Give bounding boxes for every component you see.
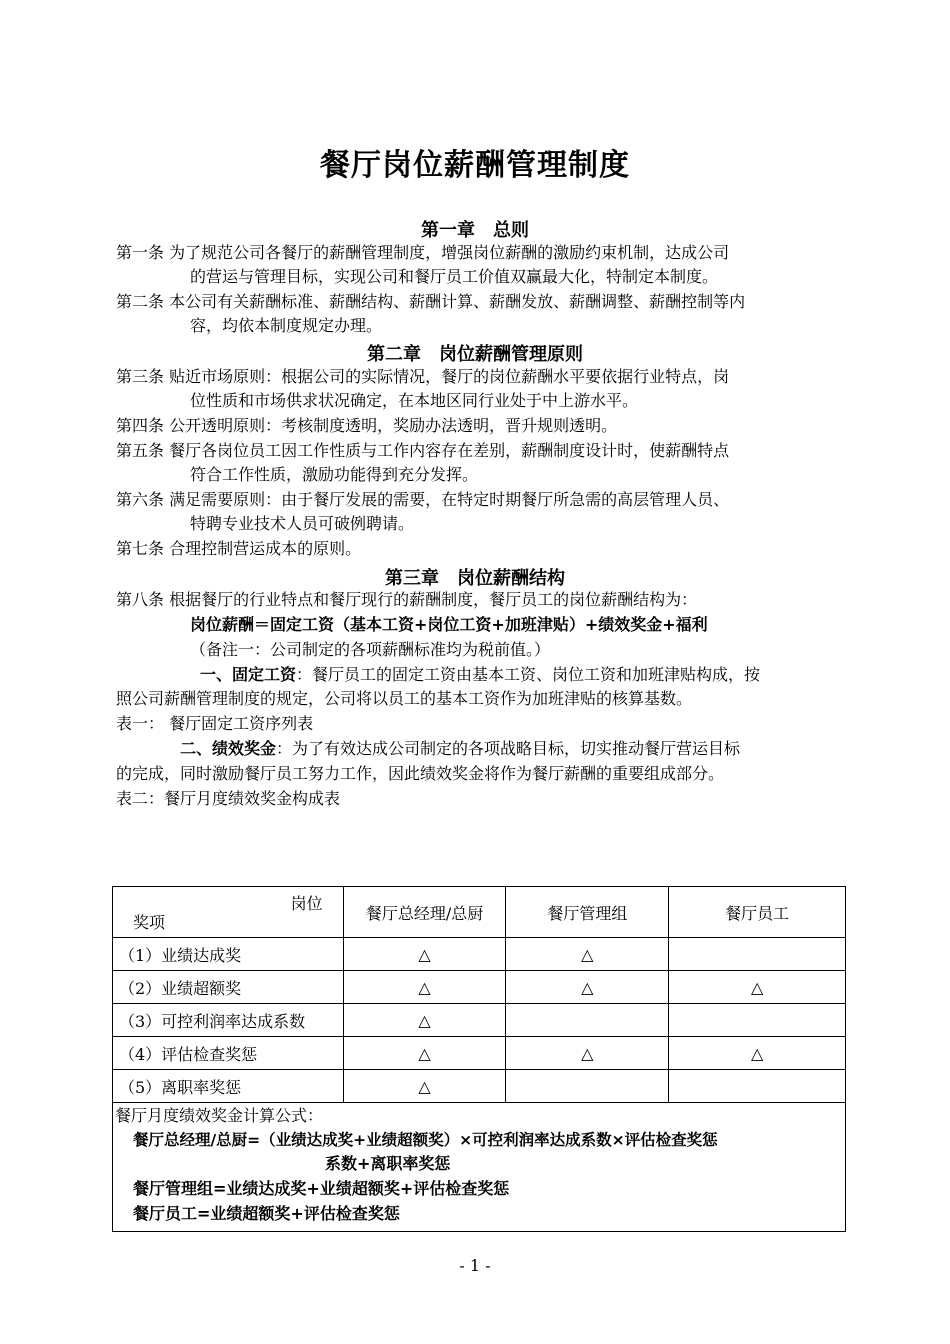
table-row — [113, 1004, 846, 1037]
article-5-line-1: 第五条 餐厅各岗位员工因工作性质与工作内容存在差别，薪酬制度设计时，使薪酬特点 — [116, 441, 730, 460]
cell-mark: △ — [506, 971, 669, 1004]
chapter-2-heading: 第二章 岗位薪酬管理原则 — [367, 344, 583, 365]
article-6-line-1: 第六条 满足需要原则：由于餐厅发展的需要，在特定时期餐厅所急需的高层管理人员、 — [116, 490, 730, 509]
cell-mark — [669, 1070, 846, 1103]
cell-mark: △ — [343, 1070, 506, 1103]
cell-mark: △ — [343, 971, 506, 1004]
table-row — [113, 938, 846, 971]
formula-gm-line-1: 餐厅总经理/总厨=（业绩达成奖+业绩超额奖）×可控利润率达成系数×评估检查奖惩 — [133, 1131, 718, 1149]
article-5-line-2: 符合工作性质，激励功能得到充分发挥。 — [190, 465, 479, 484]
article-3-line-2: 位性质和市场供求状况确定，在本地区同行业处于中上游水平。 — [190, 391, 639, 410]
article-6-line-2: 特聘专业技术人员可破例聘请。 — [190, 514, 415, 533]
cell-mark — [506, 1070, 669, 1103]
cell-mark — [669, 1004, 846, 1037]
header-position-label: 岗位 — [290, 894, 323, 913]
column-header-gm: 餐厅总经理/总厨 — [343, 887, 506, 938]
formula-gm-line-2: 系数+离职率奖惩 — [325, 1154, 451, 1173]
cell-mark: △ — [669, 1037, 846, 1070]
fixed-salary-text: ：餐厅员工的固定工资由基本工资、岗位工资和加班津贴构成，按 — [296, 665, 761, 684]
document-title: 餐厅岗位薪酬管理制度 — [320, 148, 630, 183]
article-1-line-1: 第一条 为了规范公司各餐厅的薪酬管理制度，增强岗位薪酬的激励约束机制，达成公司 — [116, 243, 730, 262]
chapter-3-heading: 第三章 岗位薪酬结构 — [385, 568, 565, 589]
cell-mark: △ — [506, 1037, 669, 1070]
article-7-line-1: 第七条 合理控制营运成本的原则。 — [116, 539, 362, 558]
header-item-label: 奖项 — [133, 913, 166, 932]
table-1-caption: 表一： 餐厅固定工资序列表 — [116, 714, 314, 733]
fixed-salary-line-1 — [200, 664, 760, 686]
formula-management: 餐厅管理组=业绩达成奖+业绩超额奖+评估检查奖惩 — [133, 1179, 510, 1198]
formula-title: 餐厅月度绩效奖金计算公式： — [115, 1106, 324, 1125]
bonus-text: ：为了有效达成公司制定的各项战略目标，切实推动餐厅营运目标 — [276, 739, 741, 758]
bonus-line-2: 的完成，同时激励餐厅员工努力工作，因此绩效奖金将作为餐厅薪酬的重要组成部分。 — [116, 764, 725, 783]
row-name: （1）业绩达成奖 — [113, 938, 344, 971]
cell-mark: △ — [506, 938, 669, 971]
article-2-line-1: 第二条 本公司有关薪酬标准、薪酬结构、薪酬计算、薪酬发放、薪酬调整、薪酬控制等内 — [116, 292, 746, 311]
column-header-staff: 餐厅员工 — [669, 887, 846, 938]
cell-mark — [669, 938, 846, 971]
bonus-label: 二、绩效奖金 — [180, 739, 277, 758]
row-name: （4）评估检查奖惩 — [113, 1037, 344, 1070]
table-row — [113, 1070, 846, 1103]
row-name: （5）离职率奖惩 — [113, 1070, 344, 1103]
column-header-management: 餐厅管理组 — [506, 887, 669, 938]
cell-mark: △ — [343, 1004, 506, 1037]
bonus-structure-table — [112, 886, 846, 1232]
article-4-line-1: 第四条 公开透明原则：考核制度透明，奖励办法透明，晋升规则透明。 — [116, 416, 618, 435]
cell-mark: △ — [669, 971, 846, 1004]
cell-mark — [506, 1004, 669, 1037]
table-row — [113, 971, 846, 1004]
diagonal-header-cell — [113, 887, 344, 938]
article-1-line-2: 的营运与管理目标，实现公司和餐厅员工价值双赢最大化，特制定本制度。 — [190, 267, 719, 286]
note-one: （备注一：公司制定的各项薪酬标准均为税前值。） — [190, 640, 551, 659]
chapter-1-heading: 第一章 总则 — [421, 220, 529, 241]
fixed-salary-line-2: 照公司薪酬管理制度的规定，公司将以员工的基本工资作为加班津贴的核算基数。 — [116, 689, 693, 708]
page-number: - 1 - — [459, 1256, 491, 1275]
formula-staff: 餐厅员工=业绩超额奖+评估检查奖惩 — [133, 1204, 400, 1223]
article-3-line-1: 第三条 贴近市场原则：根据公司的实际情况，餐厅的岗位薪酬水平要依据行业特点，岗 — [116, 367, 730, 386]
salary-formula: 岗位薪酬＝固定工资（基本工资+岗位工资+加班津贴）+绩效奖金+福利 — [190, 615, 708, 634]
row-name: （3）可控利润率达成系数 — [113, 1004, 344, 1037]
formula-row — [113, 1103, 846, 1232]
table-2-caption: 表二：餐厅月度绩效奖金构成表 — [116, 789, 341, 808]
cell-mark: △ — [343, 1037, 506, 1070]
article-2-line-2: 容，均依本制度规定办理。 — [190, 316, 383, 335]
table-row — [113, 1037, 846, 1070]
article-8-line-1: 第八条 根据餐厅的行业特点和餐厅现行的薪酬制度，餐厅员工的岗位薪酬结构为： — [116, 590, 698, 609]
bonus-line-1 — [180, 738, 740, 760]
table-header-row — [113, 887, 846, 938]
cell-mark: △ — [343, 938, 506, 971]
row-name: （2）业绩超额奖 — [113, 971, 344, 1004]
formula-cell — [113, 1103, 846, 1232]
fixed-salary-label: 一、固定工资 — [200, 665, 297, 684]
